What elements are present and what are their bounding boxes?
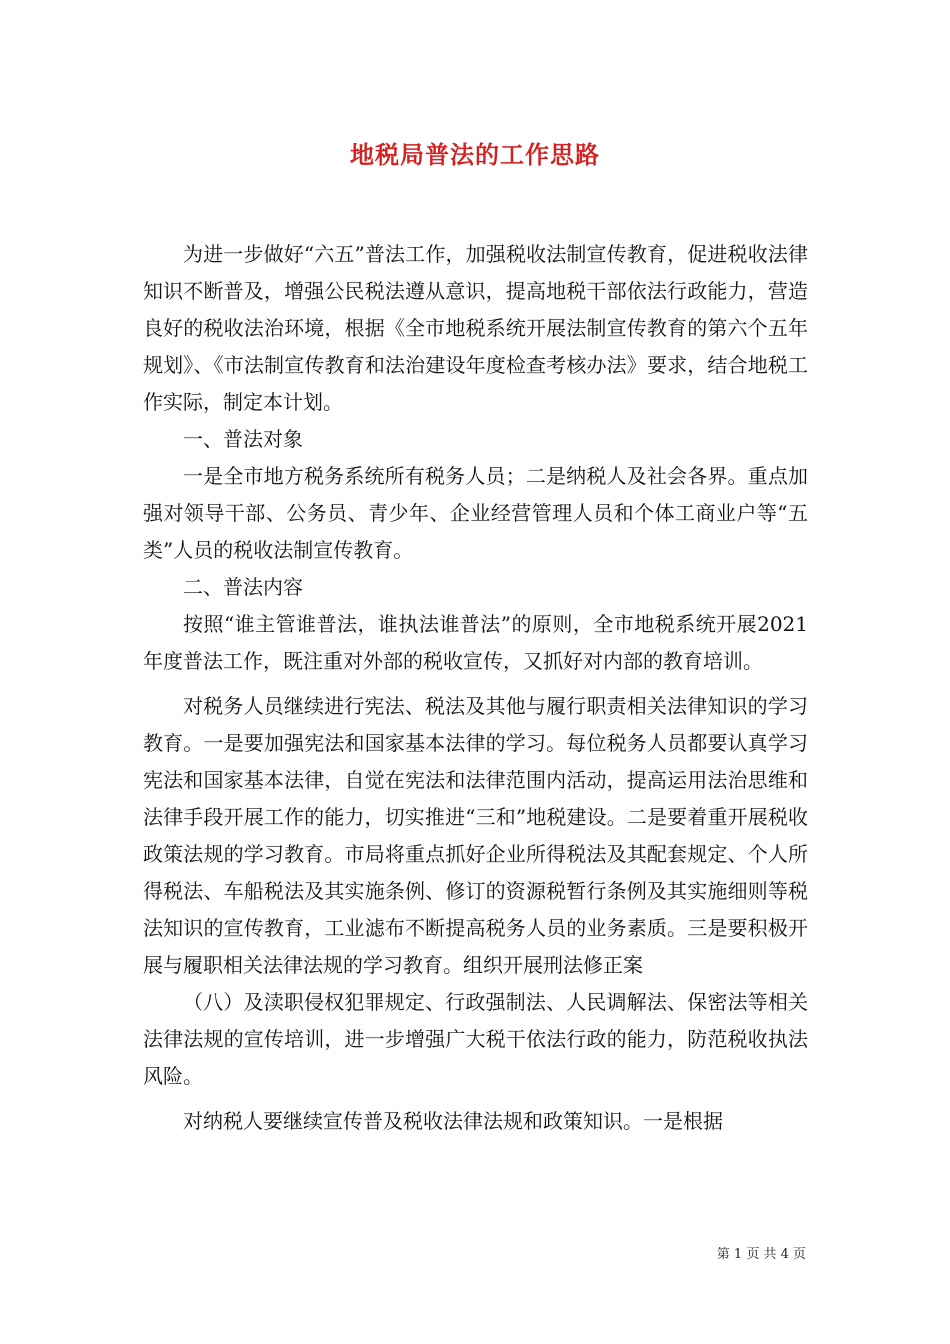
page-title: 地税局普法的工作思路 [350,140,600,169]
heading-section-1: 一、普法对象 [183,427,303,451]
paragraph-targets: 一是全市地方税务系统所有税务人员；二是纳税人及社会各界。重点加强对领导干部、公务员、青少年、企业经营管理人员和个体工商业户等“五类”人员的税收法制宣传教育。 [143,464,808,562]
paragraph-intro: 为进一步做好“六五”普法工作，加强税收法制宣传教育，促进税收法律知识不断普及，增强公民税法遵从意识，提高地税干部依法行政能力，营造良好的税收法治环境，根据《全市地税系统开展法制宣传教育的第六个五年规划》、《市法制宣传教育和法治建设年度检查考核办法》要求，结合地税工作实际，制定本计划。 [143,242,808,414]
document-body [143,236,808,1140]
paragraph-tax-staff: 对税务人员继续进行宪法、税法及其他与履行职责相关法律知识的学习教育。一是要加强宪法和国家基本法律的学习。每位税务人员都要认真学习宪法和国家基本法律，自觉在宪法和法律范围内活动，提高运用法治思维和法律手段开展工作的能力，切实推进“三和”地税建设。二是要着重开展税收政策法规的学习教育。市局将重点抓好企业所得税法及其配套规定、个人所得税法、车船税法及其实施条例、修订的资源税暂行条例及其实施细则等税法知识的宣传教育，工业滤布不断提高税务人员的业务素质。三是要积极开展与履职相关法律法规的学习教育。组织开展刑法修正案 [143,694,808,977]
heading-section-2: 二、普法内容 [183,575,303,599]
paragraph-item-eight: （八）及渎职侵权犯罪规定、行政强制法、人民调解法、保密法等相关法律法规的宣传培训，进一步增强广大税干依法行政的能力，防范税收执法风险。 [143,990,808,1088]
paragraph-principle: 按照“谁主管谁普法，谁执法谁普法”的原则，全市地税系统开展2021年度普法工作，既注重对外部的税收宣传，又抓好对内部的教育培训。 [143,612,808,673]
page-number: 第 1 页 共 4 页 [716,1247,806,1262]
paragraph-taxpayers: 对纳税人要继续宣传普及税收法律法规和政策知识。一是根据 [183,1109,723,1133]
